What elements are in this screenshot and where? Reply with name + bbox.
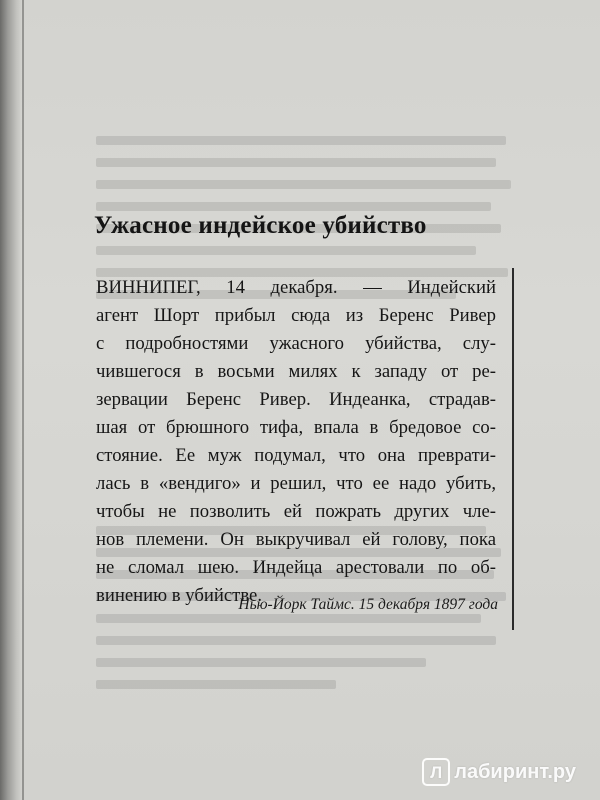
article-line: чившегося в восьми милях к западу от ре- <box>96 361 496 382</box>
article-line: агент Шорт прибыл сюда из Беренс Ривер <box>96 305 496 326</box>
article-line: зервации Беренс Ривер. Индеанка, страдав- <box>96 389 496 410</box>
article-line: не сломал шею. Индейца арестовали по об- <box>96 557 496 578</box>
watermark <box>422 758 576 786</box>
article-line: ВИННИПЕГ, 14 декабря. — Индейский <box>96 277 496 298</box>
article-line: лась в «вендиго» и решил, что ее надо убить, <box>96 473 496 494</box>
article-line: винению в убийстве. <box>96 585 262 606</box>
article-side-rule <box>512 268 514 630</box>
book-spine-shadow <box>0 0 22 800</box>
article-title: Ужасное индейское убийство <box>94 212 427 239</box>
article-line: чтобы не позволить ей пожрать других чле- <box>96 501 496 522</box>
page-edge <box>22 0 24 800</box>
article-attribution: Нью-Йорк Таймс. 15 декабря 1897 года <box>238 596 498 613</box>
article-line: стояние. Ее муж подумал, что она преврати- <box>96 445 496 466</box>
article-line: нов племени. Он выкручивал ей голову, пока <box>96 529 496 550</box>
article-line: с подробностями ужасного убийства, слу- <box>96 333 496 354</box>
labirint-logo-icon: Л <box>422 758 450 786</box>
article-line: шая от брюшного тифа, впала в бредовое со- <box>96 417 496 438</box>
article-body <box>96 274 496 610</box>
watermark-text: лабиринт.ру <box>454 760 576 783</box>
